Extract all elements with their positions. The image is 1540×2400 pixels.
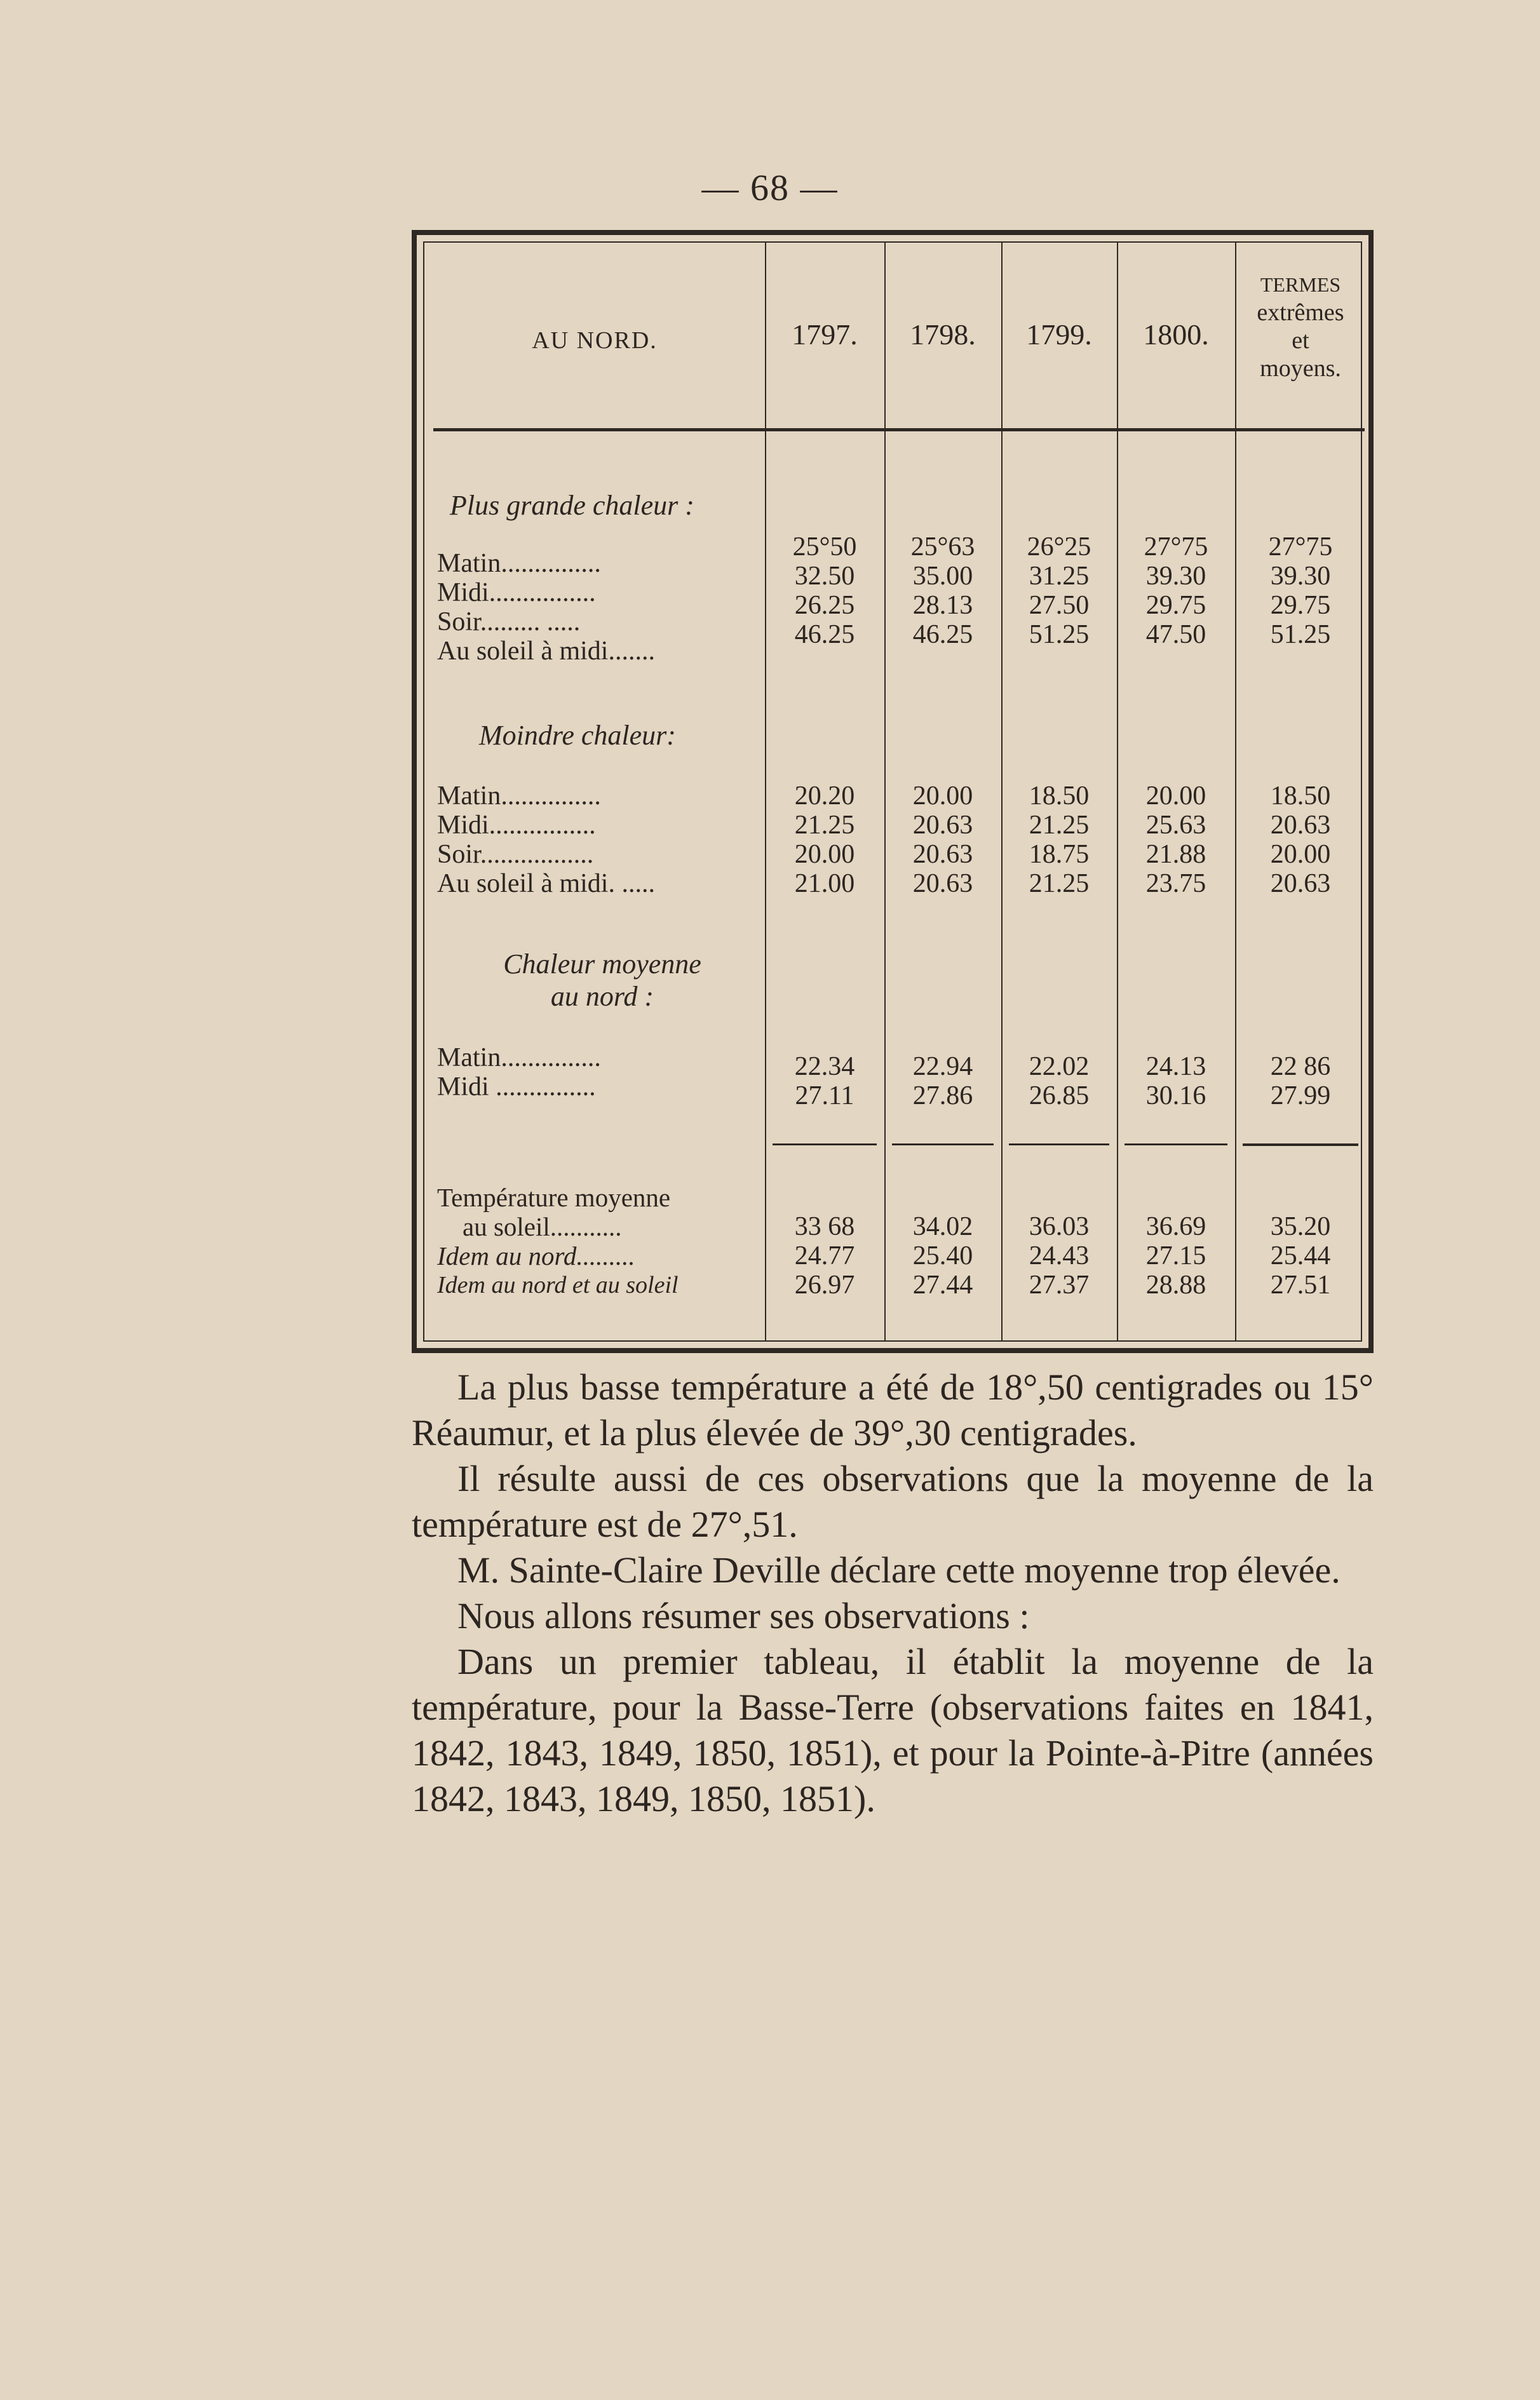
value-column bbox=[884, 781, 1001, 898]
section-title-line: Chaleur moyenne bbox=[503, 948, 701, 980]
value-column bbox=[1235, 1212, 1366, 1300]
cell: 28.88 bbox=[1145, 1271, 1206, 1300]
row-label: Idem au nord et au soleil bbox=[437, 1272, 679, 1298]
cell: 20.63 bbox=[1270, 869, 1331, 898]
cell: 26.25 bbox=[794, 591, 855, 620]
paragraph: La plus basse température a été de 18°,50 centigrades ou 15° Réaumur, et la plus élevée de 39°,30 centigrades. bbox=[412, 1366, 1374, 1453]
header-year: 1798. bbox=[910, 318, 976, 351]
cell: 21.88 bbox=[1145, 840, 1206, 869]
cell: 26.97 bbox=[794, 1271, 855, 1300]
cell: 35.00 bbox=[912, 562, 973, 591]
value-column bbox=[1235, 781, 1366, 898]
value-column bbox=[884, 1212, 1001, 1300]
row-labels bbox=[437, 1043, 761, 1102]
cell: 20.20 bbox=[794, 781, 855, 811]
section-title bbox=[482, 948, 723, 1013]
cell: 24.13 bbox=[1145, 1052, 1206, 1081]
paragraph: Dans un premier tableau, il établit la moyenne de la température, pour la Basse-Terre (observations faites en 1841, 1842, 1843, 1849, 1850, 1851), et pour la Pointe-à-Pitre (années 1842, 1843, 1849, 1850, 1851). bbox=[412, 1641, 1374, 1819]
cell: 20.63 bbox=[912, 811, 973, 840]
temperature-table bbox=[412, 230, 1374, 1353]
cell: 25°50 bbox=[792, 532, 857, 562]
cell: 25.44 bbox=[1270, 1241, 1331, 1271]
cell: 21.25 bbox=[1029, 811, 1090, 840]
header-termes-line: extrêmes bbox=[1257, 299, 1344, 326]
cell: 26°25 bbox=[1027, 532, 1091, 562]
summary-rule bbox=[1125, 1143, 1227, 1145]
cell: 25°63 bbox=[910, 532, 975, 562]
cell: 31.25 bbox=[1029, 562, 1090, 591]
cell: 46.25 bbox=[912, 620, 973, 649]
cell: 27.99 bbox=[1270, 1081, 1331, 1110]
cell: 27°75 bbox=[1144, 532, 1208, 562]
cell: 21.00 bbox=[794, 869, 855, 898]
cell: 33 68 bbox=[794, 1212, 855, 1241]
header-termes-line: TERMES bbox=[1260, 273, 1341, 296]
cell: 27.11 bbox=[795, 1081, 854, 1110]
cell: 27.86 bbox=[912, 1081, 973, 1110]
cell: 27.15 bbox=[1145, 1241, 1206, 1271]
value-column bbox=[1117, 781, 1235, 898]
row-label: Au soleil à midi....... bbox=[437, 637, 655, 666]
cell: 18.50 bbox=[1270, 781, 1331, 811]
value-column bbox=[1001, 532, 1117, 649]
value-column bbox=[1001, 1052, 1117, 1110]
cell: 22.94 bbox=[912, 1052, 973, 1081]
row-label: Midi................ bbox=[437, 578, 596, 607]
cell: 36.69 bbox=[1145, 1212, 1206, 1241]
row-label: Température moyenne bbox=[437, 1183, 671, 1212]
cell: 27.51 bbox=[1270, 1271, 1331, 1300]
value-column bbox=[1117, 1052, 1235, 1110]
page-number: — 68 — bbox=[701, 167, 839, 208]
cell: 20.00 bbox=[1145, 781, 1206, 811]
table-inner bbox=[423, 241, 1362, 1342]
row-label: Matin............... bbox=[437, 1043, 601, 1072]
cell: 29.75 bbox=[1145, 591, 1206, 620]
row-label: Midi................ bbox=[437, 811, 596, 840]
cell: 20.63 bbox=[1270, 811, 1331, 840]
cell: 27°75 bbox=[1268, 532, 1333, 562]
cell: 20.00 bbox=[794, 840, 855, 869]
row-label: Soir......... ..... bbox=[437, 607, 581, 637]
cell: 39.30 bbox=[1145, 562, 1206, 591]
row-label: Matin............... bbox=[437, 549, 601, 578]
cell: 18.50 bbox=[1029, 781, 1090, 811]
cell: 27.50 bbox=[1029, 591, 1090, 620]
paragraph: M. Sainte-Claire Deville déclare cette moyenne trop élevée. bbox=[457, 1549, 1341, 1591]
value-column bbox=[765, 1212, 884, 1300]
cell: 18.75 bbox=[1029, 840, 1090, 869]
cell: 27.44 bbox=[912, 1271, 973, 1300]
value-column bbox=[765, 532, 884, 649]
cell: 30.16 bbox=[1145, 1081, 1206, 1110]
paragraph: Nous allons résumer ses observations : bbox=[457, 1595, 1030, 1636]
value-column bbox=[1001, 1212, 1117, 1300]
summary-rule bbox=[773, 1143, 877, 1145]
row-labels bbox=[437, 1183, 764, 1300]
header-termes-line: moyens. bbox=[1260, 355, 1341, 382]
cell: 35.20 bbox=[1270, 1212, 1331, 1241]
value-column bbox=[1117, 1212, 1235, 1300]
row-label: Soir................. bbox=[437, 840, 594, 869]
header-year: 1800. bbox=[1143, 318, 1209, 351]
cell: 28.13 bbox=[912, 591, 973, 620]
row-label: au soleil........... bbox=[463, 1212, 622, 1241]
cell: 36.03 bbox=[1029, 1212, 1090, 1241]
header-year: 1797. bbox=[792, 318, 858, 351]
cell: 21.25 bbox=[1029, 869, 1090, 898]
header-year: 1799. bbox=[1026, 318, 1092, 351]
summary-rule bbox=[892, 1143, 994, 1145]
value-column bbox=[1235, 1052, 1366, 1110]
cell: 46.25 bbox=[794, 620, 855, 649]
cell: 51.25 bbox=[1029, 620, 1090, 649]
value-column bbox=[765, 781, 884, 898]
cell: 25.63 bbox=[1145, 811, 1206, 840]
cell: 24.43 bbox=[1029, 1241, 1090, 1271]
value-column bbox=[884, 532, 1001, 649]
section-title-line: au nord : bbox=[550, 981, 654, 1012]
cell: 34.02 bbox=[912, 1212, 973, 1241]
cell: 23.75 bbox=[1145, 869, 1206, 898]
cell: 39.30 bbox=[1270, 562, 1331, 591]
header-termes-line: et bbox=[1292, 327, 1309, 354]
value-column bbox=[884, 1052, 1001, 1110]
header-label: AU NORD. bbox=[532, 327, 658, 354]
cell: 27.37 bbox=[1029, 1271, 1090, 1300]
value-column bbox=[1001, 781, 1117, 898]
paragraph: Il résulte aussi de ces observations que la moyenne de la température est de 27°,51. bbox=[412, 1458, 1374, 1545]
cell: 20.63 bbox=[912, 840, 973, 869]
header-rule bbox=[433, 428, 1365, 431]
row-label: Au soleil à midi. ..... bbox=[437, 869, 655, 898]
row-labels bbox=[437, 549, 761, 666]
header-termes bbox=[1235, 271, 1366, 382]
cell: 25.40 bbox=[912, 1241, 973, 1271]
row-labels bbox=[437, 781, 761, 898]
section-title: Plus grande chaleur : bbox=[450, 490, 694, 521]
cell: 22.34 bbox=[794, 1052, 855, 1081]
cell: 32.50 bbox=[794, 562, 855, 591]
summary-rule bbox=[1243, 1143, 1358, 1146]
row-label: Midi ............... bbox=[437, 1072, 596, 1102]
row-label: Matin............... bbox=[437, 781, 601, 811]
cell: 24.77 bbox=[794, 1241, 855, 1271]
value-column bbox=[1117, 532, 1235, 649]
section-title: Moindre chaleur: bbox=[479, 720, 676, 751]
cell: 47.50 bbox=[1145, 620, 1206, 649]
cell: 22 86 bbox=[1270, 1052, 1331, 1081]
cell: 20.00 bbox=[912, 781, 973, 811]
summary-rule bbox=[1009, 1143, 1109, 1145]
cell: 26.85 bbox=[1029, 1081, 1090, 1110]
cell: 20.00 bbox=[1270, 840, 1331, 869]
value-column bbox=[765, 1052, 884, 1110]
cell: 51.25 bbox=[1270, 620, 1331, 649]
cell: 20.63 bbox=[912, 869, 973, 898]
value-column bbox=[1235, 532, 1366, 649]
cell: 22.02 bbox=[1029, 1052, 1090, 1081]
cell: 21.25 bbox=[794, 811, 855, 840]
row-label: Idem au nord......... bbox=[437, 1241, 635, 1271]
body-text bbox=[412, 1365, 1374, 1822]
cell: 29.75 bbox=[1270, 591, 1331, 620]
